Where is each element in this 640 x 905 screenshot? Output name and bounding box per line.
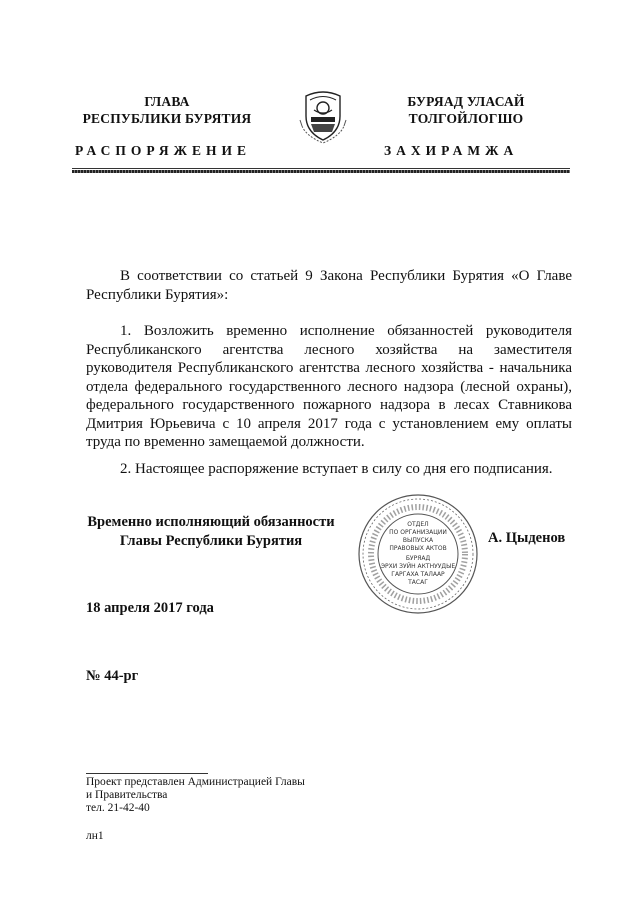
coat-of-arms-icon [296, 86, 350, 146]
document-code: лн1 [86, 830, 104, 842]
footnote-line2: и Правительства [86, 789, 168, 801]
paragraph-1-text: 1. Возложить временно исполнение обязанностей руководителя Республиканского агентства лесного хозяйства на заместителя руководителя Республиканского агентства лесного хозяйства - начальника отдела федерального государственного лесного надзора (лесной охраны), федерального государственного пожарного надзора в лесах Ставникова Дмитрия Юрьевича с 10 апреля 2017 года с установлением ему оплаты труда по временно замещаемой должности. [86, 323, 572, 450]
footnote-rule [86, 773, 208, 774]
seal-line3: ВЫПУСКА [402, 537, 434, 544]
footnote-line1: Проект представлен Администрацией Главы [86, 776, 305, 788]
paragraph-2 [86, 460, 572, 479]
intro-text: В соответствии со статьей 9 Закона Республики Бурятия «О Главе Республики Бурятия»: [86, 268, 572, 303]
doc-type-right: ЗАХИРАМЖА [384, 143, 519, 158]
footnote-line3: тел. 21-42-40 [86, 802, 150, 814]
paragraph-2-text: 2. Настоящее распоряжение вступает в силу со дня его подписания. [120, 461, 553, 477]
signatory-title [80, 513, 342, 551]
signatory-name: А. Цыденов [488, 530, 566, 546]
header-rule [72, 168, 570, 169]
seal-line4: ПРАВОВЫХ АКТОВ [389, 545, 447, 552]
doc-type-left: РАСПОРЯЖЕНИЕ [75, 143, 252, 158]
official-seal-icon [356, 492, 480, 616]
header-right-line1: БУРЯАД УЛАСАЙ [407, 94, 525, 109]
seal-line6: ЭРХИ ЗУЙН АКТНУУДЫЕ [380, 563, 456, 570]
seal-line7: ГАРГАХА ТАЛААР [391, 571, 445, 578]
seal-line1: ОТДЕЛ [407, 521, 429, 528]
header-left-line2: РЕСПУБЛИКИ БУРЯТИЯ [82, 111, 252, 126]
signatory-title-line2: Главы Республики Бурятия [119, 533, 303, 549]
footnote [86, 776, 386, 815]
document-date: 18 апреля 2017 года [86, 600, 214, 616]
document-number: № 44-рг [86, 668, 139, 684]
seal-line5: БУРЯАД [405, 555, 431, 562]
seal-line2: ПО ОРГАНИЗАЦИИ [389, 529, 447, 536]
header-rule-band [72, 170, 570, 173]
signatory-title-line1: Временно исполняющий обязанности [87, 514, 335, 530]
header-left [62, 93, 272, 127]
header-right [366, 93, 566, 127]
header-left-line1: ГЛАВА [144, 94, 190, 109]
paragraph-1 [86, 322, 572, 452]
intro-paragraph [86, 267, 572, 304]
seal-line8: ТАСАГ [408, 579, 428, 586]
header-right-line2: ТОЛГОЙЛОГШО [408, 111, 524, 126]
